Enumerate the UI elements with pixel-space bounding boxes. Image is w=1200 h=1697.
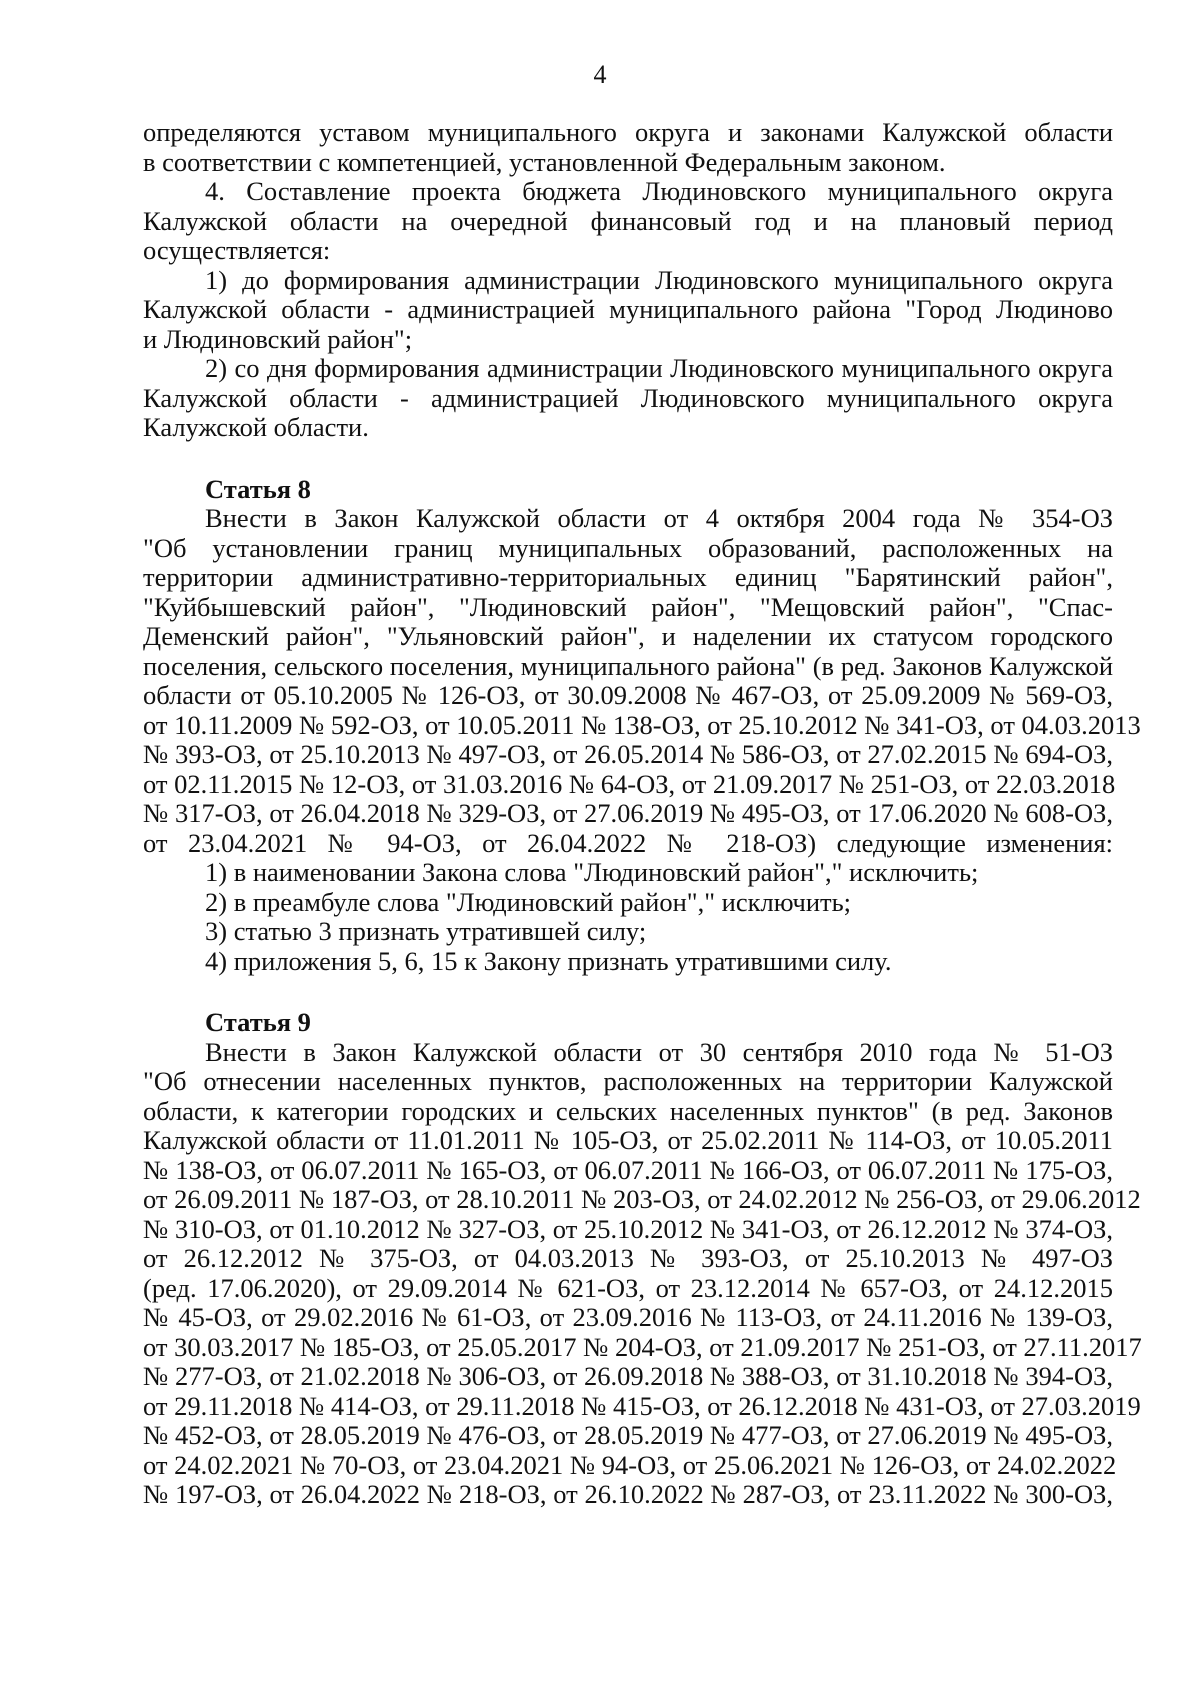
text-line: № 452-ОЗ, от 28.05.2019 № 476-ОЗ, от 28.05.2019 № 477-ОЗ, от 27.06.2019 № 495-ОЗ, xyxy=(143,1420,1113,1450)
list-item: 3) статью 3 признать утратившей силу; xyxy=(205,916,647,946)
text-line: № 393-ОЗ, от 25.10.2013 № 497-ОЗ, от 26.05.2014 № 586-ОЗ, от 27.02.2015 № 694-ОЗ, xyxy=(143,739,1113,769)
text-line: "Куйбышевский район", "Людиновский район", "Мещовский район", "Спас- xyxy=(143,591,1113,622)
text-line: от 10.11.2009 № 592-ОЗ, от 10.05.2011 № 138-ОЗ, от 25.10.2012 № 341-ОЗ, от 04.03.2013 xyxy=(143,709,1141,740)
article-9-heading: Статья 9 xyxy=(205,1007,311,1037)
text-line: от 24.02.2021 № 70-ОЗ, от 23.04.2021 № 94-ОЗ, от 25.06.2021 № 126-ОЗ, от 24.02.2022 xyxy=(143,1449,1117,1480)
text-line: № 277-ОЗ, от 21.02.2018 № 306-ОЗ, от 26.09.2018 № 388-ОЗ, от 31.10.2018 № 394-ОЗ, xyxy=(143,1361,1113,1391)
page-number: 4 xyxy=(593,60,607,89)
text-line: Деменский район", "Ульяновский район", и наделении их статусом городского xyxy=(143,621,1113,651)
text-line: территории административно-территориальных единиц "Барятинский район", xyxy=(143,562,1113,592)
text-line: определяются уставом муниципального округа и законами Калужской области xyxy=(143,117,1113,147)
text-line: 4. Составление проекта бюджета Людиновского муниципального округа xyxy=(205,176,1113,206)
text-line: "Об отнесении населенных пунктов, расположенных на территории Калужской xyxy=(143,1066,1113,1096)
document-body xyxy=(143,117,1142,1510)
text-line: Калужской области. xyxy=(143,412,369,442)
list-item: 4) приложения 5, 6, 15 к Закону признать утратившими силу. xyxy=(205,945,892,976)
text-line: от 26.09.2011 № 187-ОЗ, от 28.10.2011 № 203-ОЗ, от 24.02.2012 № 256-ОЗ, от 29.06.2012 xyxy=(143,1184,1141,1214)
text-line: от 23.04.2021 № 94-ОЗ, от 26.04.2022 № 218-ОЗ) следующие изменения: xyxy=(143,827,1113,858)
text-line: от 29.11.2018 № 414-ОЗ, от 29.11.2018 № 415-ОЗ, от 26.12.2018 № 431-ОЗ, от 27.03.2019 xyxy=(143,1390,1141,1421)
text-line: № 310-ОЗ, от 01.10.2012 № 327-ОЗ, от 25.10.2012 № 341-ОЗ, от 26.12.2012 № 374-ОЗ, xyxy=(143,1213,1113,1244)
text-line: 2) со дня формирования администрации Людиновского муниципального округа xyxy=(205,353,1113,383)
article-8-heading: Статья 8 xyxy=(205,473,311,504)
text-line: "Об установлении границ муниципальных образований, расположенных на xyxy=(143,532,1113,563)
text-line: области, к категории городских и сельских населенных пунктов" (в ред. Законов xyxy=(143,1095,1113,1126)
text-line: поселения, сельского поселения, муниципального района" (в ред. Законов Калужской xyxy=(143,650,1113,681)
text-line: осуществляется: xyxy=(143,235,331,265)
text-line: Внести в Закон Калужской области от 30 сентября 2010 года № 51-ОЗ xyxy=(205,1036,1113,1067)
text-line: в соответствии с компетенцией, установленной Федеральным законом. xyxy=(143,146,946,177)
text-line: Внести в Закон Калужской области от 4 октября 2004 года № 354-ОЗ xyxy=(205,503,1113,533)
text-line: области от 05.10.2005 № 126-ОЗ, от 30.09.2008 № 467-ОЗ, от 25.09.2009 № 569-ОЗ, xyxy=(143,680,1113,710)
text-line: Калужской области - администрацией муниципального района "Город Людиново xyxy=(143,294,1113,324)
text-line: от 02.11.2015 № 12-ОЗ, от 31.03.2016 № 64-ОЗ, от 21.09.2017 № 251-ОЗ, от 22.03.2018 xyxy=(143,768,1116,799)
text-line: № 317-ОЗ, от 26.04.2018 № 329-ОЗ, от 27.06.2019 № 495-ОЗ, от 17.06.2020 № 608-ОЗ, xyxy=(143,798,1113,828)
text-line: № 197-ОЗ, от 26.04.2022 № 218-ОЗ, от 26.10.2022 № 287-ОЗ, от 23.11.2022 № 300-ОЗ, xyxy=(143,1479,1113,1509)
text-line: (ред. 17.06.2020), от 29.09.2014 № 621-ОЗ, от 23.12.2014 № 657-ОЗ, от 24.12.2015 xyxy=(143,1272,1113,1303)
text-line: Калужской области - администрацией Людиновского муниципального округа xyxy=(143,382,1113,413)
list-item: 1) в наименовании Закона слова "Людиновский район"," исключить; xyxy=(205,857,979,887)
text-line: № 45-ОЗ, от 29.02.2016 № 61-ОЗ, от 23.09.2016 № 113-ОЗ, от 24.11.2016 № 139-ОЗ, xyxy=(143,1302,1113,1332)
text-line: № 138-ОЗ, от 06.07.2011 № 165-ОЗ, от 06.07.2011 № 166-ОЗ, от 06.07.2011 № 175-ОЗ, xyxy=(143,1154,1113,1185)
text-line: 1) до формирования администрации Людиновского муниципального округа xyxy=(205,264,1113,295)
text-line: и Людиновский район"; xyxy=(143,323,413,354)
text-line: от 26.12.2012 № 375-ОЗ, от 04.03.2013 № 393-ОЗ, от 25.10.2013 № 497-ОЗ xyxy=(143,1243,1113,1273)
list-item: 2) в преамбуле слова "Людиновский район"," исключить; xyxy=(205,886,852,917)
text-line: Калужской области от 11.01.2011 № 105-ОЗ, от 25.02.2011 № 114-ОЗ, от 10.05.2011 xyxy=(143,1125,1113,1155)
text-line: Калужской области на очередной финансовый год и на плановый период xyxy=(143,205,1113,236)
text-line: от 30.03.2017 № 185-ОЗ, от 25.05.2017 № 204-ОЗ, от 21.09.2017 № 251-ОЗ, от 27.11.2017 xyxy=(143,1331,1142,1362)
